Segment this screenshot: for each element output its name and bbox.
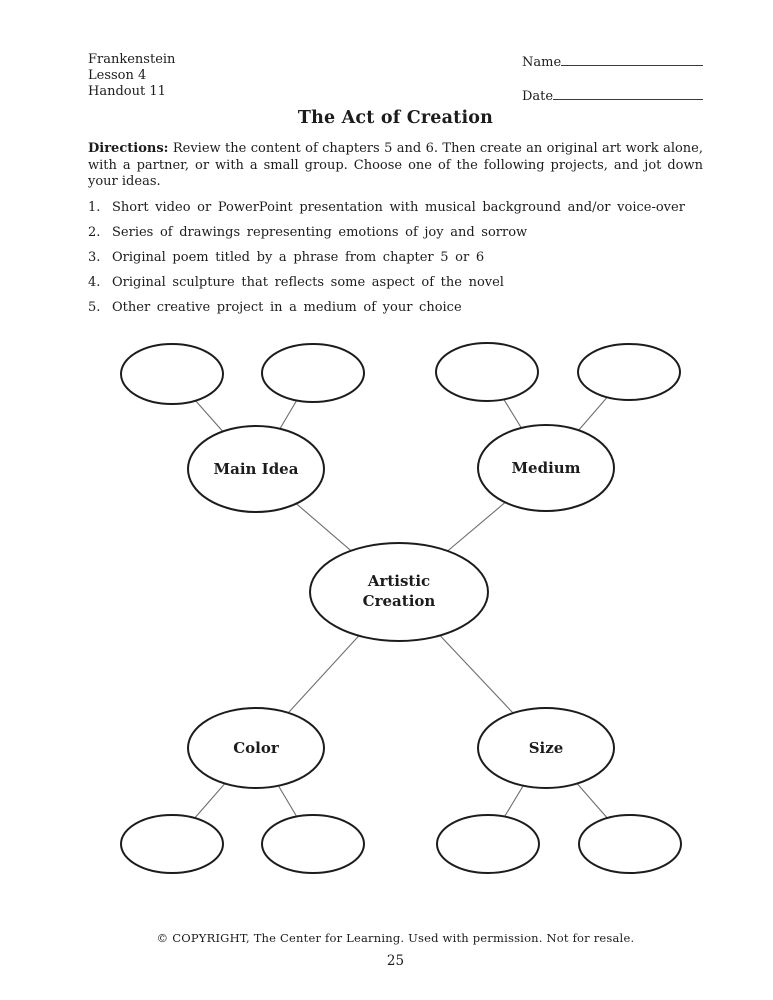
empty-idea-ellipse <box>579 815 681 873</box>
empty-idea-ellipse <box>436 343 538 401</box>
list-item <box>88 300 703 316</box>
name-blank-line <box>561 52 703 66</box>
header-name-date <box>522 52 703 102</box>
label-size: Size <box>528 738 564 757</box>
label-artistic-creation-line1: Artistic <box>367 571 431 590</box>
directions-label: Directions: <box>88 141 169 156</box>
directions-paragraph <box>88 141 703 191</box>
lesson-number: Lesson 4 <box>88 68 147 83</box>
list-item-number: 2. <box>88 224 101 240</box>
list-item-number: 4. <box>88 274 101 290</box>
date-label: Date <box>522 89 554 104</box>
label-main-idea: Main Idea <box>213 459 299 478</box>
list-item-text: Original sculpture that reflects some aspect of the novel <box>112 274 504 290</box>
list-item-text: Other creative project in a medium of your choice <box>112 299 462 315</box>
list-item <box>88 225 703 241</box>
empty-idea-ellipse <box>262 344 364 402</box>
mind-map-diagram <box>0 330 773 895</box>
name-field-row <box>522 52 703 68</box>
date-blank-line <box>553 86 703 100</box>
header-lesson-info <box>88 52 175 102</box>
label-artistic-creation-line2: Creation <box>362 591 436 610</box>
label-color: Color <box>233 738 279 757</box>
page-title: The Act of Creation <box>297 108 494 128</box>
list-item <box>88 250 703 266</box>
name-label: Name <box>522 55 562 70</box>
list-item-text: Series of drawings representing emotions of joy and sorrow <box>112 224 528 240</box>
label-medium: Medium <box>511 458 581 477</box>
list-item-text: Original poem titled by a phrase from chapter 5 or 6 <box>112 249 485 265</box>
course-title: Frankenstein <box>88 52 176 67</box>
list-item <box>88 275 703 291</box>
empty-idea-ellipse <box>121 344 223 404</box>
list-item <box>88 200 703 216</box>
directions-text: Review the content of chapters 5 and 6. Then create an original art work alone, with a partner, or with a small group. Choose one of the following projects, and jot down your ideas. <box>88 141 703 189</box>
date-field-row <box>522 86 703 102</box>
empty-idea-ellipse <box>262 815 364 873</box>
list-item-number: 1. <box>88 199 101 215</box>
list-item-number: 3. <box>88 249 101 265</box>
empty-idea-ellipse <box>437 815 539 873</box>
list-item-number: 5. <box>88 299 101 315</box>
page-number: 25 <box>386 952 405 969</box>
copyright-notice: © COPYRIGHT, The Center for Learning. Used with permission. Not for resale. <box>156 930 635 945</box>
list-item-text: Short video or PowerPoint presentation with musical background and/or voice-over <box>112 199 685 215</box>
empty-idea-ellipse <box>121 815 223 873</box>
handout-number: Handout 11 <box>88 84 166 99</box>
empty-idea-ellipse <box>578 344 680 400</box>
page-header <box>88 52 703 102</box>
project-list <box>88 200 703 316</box>
